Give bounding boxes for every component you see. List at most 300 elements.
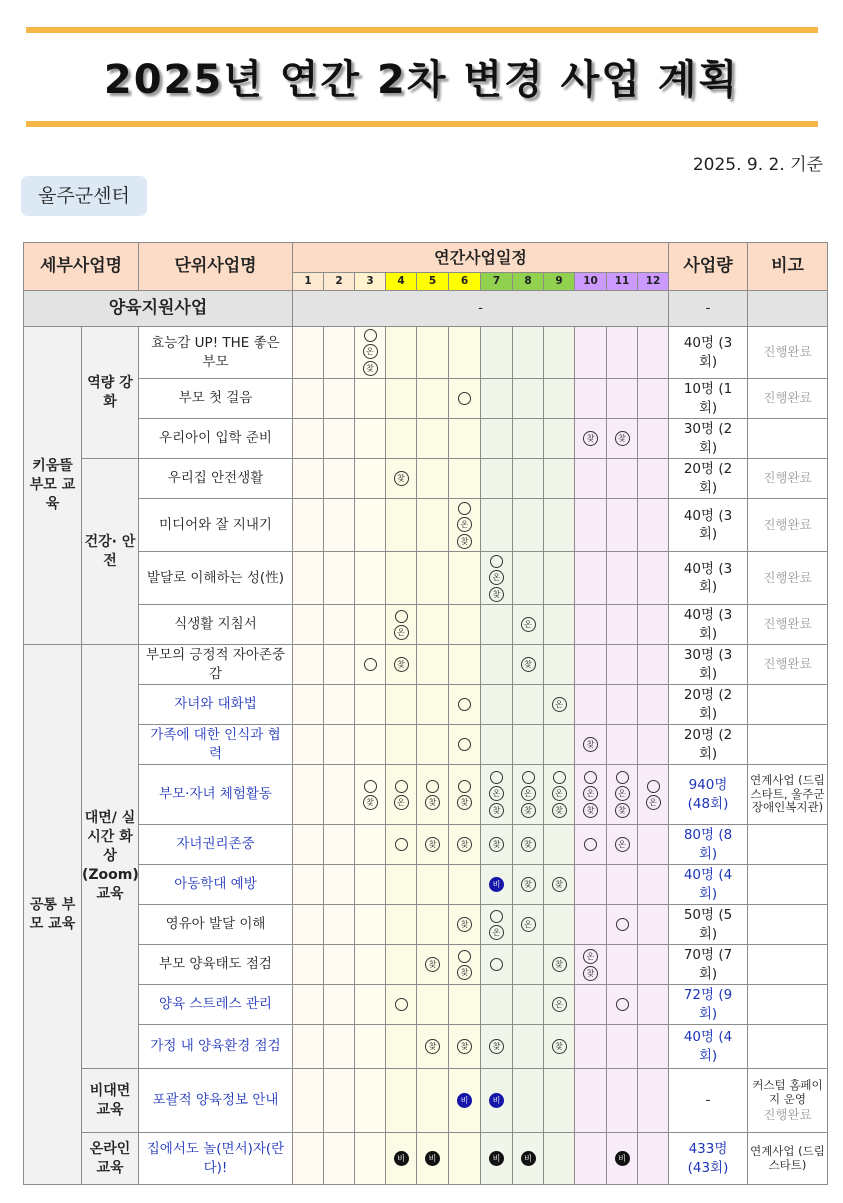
circle-mark-icon [616,998,629,1011]
schedule-cell-month-8 [513,1025,544,1069]
section-name: 양육지원사업 [24,291,293,327]
program-amount: 70명 (7회) [669,945,748,985]
circle-mark-icon [458,392,471,405]
table-row [24,765,828,825]
program-note [748,419,828,459]
schedule-cell-month-3 [355,825,386,865]
circle-mark-icon [395,610,408,623]
chat-mark-icon: 찾 [425,837,440,852]
schedule-cell-month-2 [324,1069,355,1133]
schedule-cell-month-10 [575,765,607,825]
bi-mark-icon: 비 [394,1151,409,1166]
circle-mark-icon [426,780,439,793]
month-header-9: 9 [544,273,575,291]
chat-mark-icon: 찾 [363,795,378,810]
schedule-cell-month-10 [575,459,607,499]
program-note [748,825,828,865]
schedule-cell-month-7 [481,499,513,552]
schedule-cell-month-12 [638,945,669,985]
schedule-cell-month-11 [607,1069,638,1133]
chat-mark-icon: 찾 [457,795,472,810]
unit-program-name: 우리집 안전생활 [139,459,293,499]
schedule-cell-month-12 [638,1133,669,1185]
schedule-cell-month-5 [417,725,449,765]
schedule-cell-month-9 [544,825,575,865]
chat-mark-icon: 찾 [489,587,504,602]
table-row [24,685,828,725]
schedule-cell-month-5 [417,1025,449,1069]
schedule-cell-month-11 [607,905,638,945]
schedule-cell-month-9 [544,865,575,905]
program-amount: 40명 (3회) [669,327,748,379]
schedule-cell-month-4 [386,1069,417,1133]
schedule-cell-month-5 [417,985,449,1025]
circle-mark-icon [458,502,471,515]
chat-mark-icon: 찾 [457,965,472,980]
schedule-marks [417,1038,448,1055]
schedule-marks [386,779,416,811]
schedule-cell-month-10 [575,1069,607,1133]
schedule-cell-month-8 [513,327,544,379]
schedule-cell-month-6 [449,552,481,605]
note-text: 커스텀 홈페이지 운영 [752,1078,823,1106]
unit-program-name: 양육 스트레스 관리 [139,985,293,1025]
schedule-marks [481,1038,512,1055]
schedule-cell-month-12 [638,459,669,499]
schedule-cell-month-3 [355,765,386,825]
schedule-cell-month-3 [355,645,386,685]
schedule-cell-month-1 [293,985,324,1025]
schedule-marks [417,836,448,853]
table-row [24,1025,828,1069]
schedule-marks [449,1092,480,1109]
schedule-cell-month-5 [417,905,449,945]
schedule-cell-month-3 [355,459,386,499]
note-text: 연계사업 (드림스타트, 울주군 장애인복지관) [750,772,825,815]
schedule-cell-month-6 [449,865,481,905]
circle-mark-icon [458,950,471,963]
month-header-1: 1 [293,273,324,291]
unit-program-name: 우리아이 입학 준비 [139,419,293,459]
schedule-cell-month-6 [449,1025,481,1069]
program-note: 진행완료 [748,459,828,499]
schedule-cell-month-3 [355,905,386,945]
schedule-cell-month-5 [417,685,449,725]
schedule-cell-month-3 [355,379,386,419]
table-row [24,605,828,645]
schedule-cell-month-7 [481,605,513,645]
schedule-marks [386,609,416,641]
schedule-cell-month-8 [513,905,544,945]
program-note [748,765,828,825]
schedule-cell-month-6 [449,945,481,985]
schedule-cell-month-8 [513,1133,544,1185]
schedule-cell-month-12 [638,552,669,605]
schedule-cell-month-10 [575,327,607,379]
schedule-marks [575,770,606,819]
schedule-cell-month-8 [513,379,544,419]
schedule-cell-month-4 [386,605,417,645]
schedule-cell-month-4 [386,765,417,825]
circle-mark-icon [364,329,377,342]
schedule-cell-month-6 [449,685,481,725]
bi-mark-icon: 비 [425,1151,440,1166]
schedule-cell-month-5 [417,605,449,645]
schedule-marks [386,1150,416,1167]
program-amount: 72명 (9회) [669,985,748,1025]
schedule-marks [481,1150,512,1167]
month-header-7: 7 [481,273,513,291]
schedule-cell-month-4 [386,499,417,552]
program-note: 진행완료 [748,379,828,419]
header-schedule: 연간사업일정 [293,243,669,273]
schedule-cell-month-11 [607,1133,638,1185]
schedule-marks [638,779,668,811]
schedule-cell-month-6 [449,327,481,379]
schedule-cell-month-11 [607,605,638,645]
schedule-marks [513,770,543,819]
program-amount: 40명 (4회) [669,1025,748,1069]
table-row [24,645,828,685]
chat-mark-icon: 찾 [583,803,598,818]
schedule-cell-month-9 [544,419,575,459]
schedule-cell-month-7 [481,379,513,419]
schedule-cell-month-8 [513,945,544,985]
circle-mark-icon [458,780,471,793]
note-text: 연계사업 (드림스타트) [750,1143,825,1172]
bi-mark-icon: 비 [521,1151,536,1166]
schedule-cell-month-11 [607,825,638,865]
schedule-cell-month-3 [355,685,386,725]
schedule-cell-month-7 [481,685,513,725]
header-note: 비고 [748,243,828,291]
schedule-cell-month-6 [449,459,481,499]
schedule-cell-month-7 [481,1069,513,1133]
unit-program-name: 미디어와 잘 지내기 [139,499,293,552]
schedule-cell-month-3 [355,605,386,645]
chat-mark-icon: 찾 [583,966,598,981]
schedule-marks [607,770,637,819]
schedule-marks [386,997,416,1012]
unit-program-name: 식생활 지침서 [139,605,293,645]
schedule-cell-month-4 [386,865,417,905]
program-note [748,985,828,1025]
circle-mark-icon [458,738,471,751]
program-amount: 10명 (1회) [669,379,748,419]
schedule-cell-month-12 [638,765,669,825]
schedule-cell-month-8 [513,685,544,725]
schedule-cell-month-11 [607,685,638,725]
schedule-cell-month-2 [324,379,355,419]
table-row [24,327,828,379]
schedule-cell-month-12 [638,1069,669,1133]
on-mark-icon: 온 [615,837,630,852]
schedule-cell-month-7 [481,865,513,905]
table-row [24,945,828,985]
on-mark-icon: 온 [583,949,598,964]
schedule-cell-month-4 [386,1133,417,1185]
circle-mark-icon [616,771,629,784]
schedule-cell-month-1 [293,865,324,905]
circle-mark-icon [395,998,408,1011]
schedule-marks [607,917,637,932]
schedule-cell-month-11 [607,552,638,605]
schedule-cell-month-5 [417,459,449,499]
schedule-cell-month-5 [417,552,449,605]
unit-program-name: 집에서도 놀(면서)자(란다)! [139,1133,293,1185]
schedule-marks [544,1038,574,1055]
schedule-cell-month-3 [355,1025,386,1069]
on-mark-icon: 온 [457,517,472,532]
program-amount: 40명 (3회) [669,499,748,552]
schedule-marks [544,770,574,819]
bottom-rule [26,121,818,127]
schedule-cell-month-10 [575,1025,607,1069]
program-note [748,1133,828,1185]
program-note [748,685,828,725]
schedule-marks [575,736,606,753]
schedule-cell-month-3 [355,725,386,765]
schedule-cell-month-12 [638,327,669,379]
month-header-10: 10 [575,273,607,291]
schedule-cell-month-9 [544,327,575,379]
schedule-cell-month-4 [386,725,417,765]
program-amount: 20명 (2회) [669,685,748,725]
schedule-cell-month-11 [607,865,638,905]
schedule-cell-month-9 [544,725,575,765]
chat-mark-icon: 찾 [521,877,536,892]
program-amount: 40명 (3회) [669,552,748,605]
schedule-cell-month-12 [638,645,669,685]
chat-mark-icon: 찾 [583,737,598,752]
table-row [24,905,828,945]
chat-mark-icon: 찾 [457,534,472,549]
schedule-marks [544,956,574,973]
schedule-cell-month-5 [417,1133,449,1185]
program-amount: 50명 (5회) [669,905,748,945]
chat-mark-icon: 찾 [521,837,536,852]
schedule-marks [481,770,512,819]
program-note: 진행완료 [748,499,828,552]
schedule-cell-month-5 [417,645,449,685]
program-note [748,1025,828,1069]
schedule-cell-month-9 [544,945,575,985]
program-amount: - [669,1069,748,1133]
chat-mark-icon: 찾 [552,877,567,892]
schedule-cell-month-11 [607,985,638,1025]
unit-program-name: 자녀권리존중 [139,825,293,865]
schedule-marks [481,909,512,941]
bi-mark-icon: 비 [457,1093,472,1108]
month-header-4: 4 [386,273,417,291]
schedule-cell-month-8 [513,765,544,825]
unit-program-name: 부모 양육태도 점검 [139,945,293,985]
schedule-cell-month-2 [324,985,355,1025]
schedule-cell-month-4 [386,459,417,499]
schedule-cell-month-7 [481,1025,513,1069]
chat-mark-icon: 찾 [583,431,598,446]
circle-mark-icon [364,658,377,671]
on-mark-icon: 온 [394,625,409,640]
table-row [24,1133,828,1185]
unit-program-name: 부모의 긍정적 자아존중감 [139,645,293,685]
schedule-marks [575,837,606,852]
schedule-cell-month-12 [638,685,669,725]
schedule-marks [513,616,543,633]
unit-program-name: 가정 내 양육환경 점검 [139,1025,293,1069]
schedule-cell-month-5 [417,499,449,552]
schedule-cell-month-8 [513,552,544,605]
program-note [748,945,828,985]
schedule-cell-month-9 [544,1133,575,1185]
schedule-cell-month-6 [449,725,481,765]
schedule-cell-month-11 [607,379,638,419]
schedule-cell-month-8 [513,725,544,765]
schedule-cell-month-2 [324,685,355,725]
circle-mark-icon [490,555,503,568]
schedule-cell-month-3 [355,327,386,379]
chat-mark-icon: 찾 [425,795,440,810]
schedule-cell-month-10 [575,379,607,419]
schedule-cell-month-7 [481,945,513,985]
program-note: 진행완료 [748,552,828,605]
program-amount: 30명 (3회) [669,645,748,685]
table-row [24,985,828,1025]
schedule-cell-month-5 [417,945,449,985]
schedule-cell-month-5 [417,419,449,459]
schedule-cell-month-2 [324,825,355,865]
schedule-cell-month-3 [355,1133,386,1185]
schedule-cell-month-7 [481,825,513,865]
schedule-cell-month-11 [607,499,638,552]
unit-program-name: 부모·자녀 체험활동 [139,765,293,825]
schedule-cell-month-12 [638,825,669,865]
schedule-cell-month-11 [607,725,638,765]
schedule-marks [386,470,416,487]
table-row [24,825,828,865]
circle-mark-icon [647,780,660,793]
program-note: 진행완료 [748,327,828,379]
program-amount: 20명 (2회) [669,725,748,765]
schedule-marks [544,996,574,1013]
schedule-marks [607,1150,637,1167]
schedule-cell-month-6 [449,419,481,459]
schedule-cell-month-11 [607,419,638,459]
unit-program-name: 포괄적 양육정보 안내 [139,1069,293,1133]
month-header-2: 2 [324,273,355,291]
schedule-cell-month-1 [293,945,324,985]
schedule-cell-month-1 [293,685,324,725]
schedule-cell-month-10 [575,419,607,459]
schedule-cell-month-9 [544,1025,575,1069]
unit-program-name: 가족에 대한 인식과 협력 [139,725,293,765]
schedule-cell-month-10 [575,645,607,685]
category-kium-parent-edu: 키움뜰 부모 교육 [24,327,82,645]
schedule-cell-month-3 [355,865,386,905]
schedule-cell-month-9 [544,379,575,419]
program-amount: 40명 (3회) [669,605,748,645]
bi-mark-icon: 비 [615,1151,630,1166]
schedule-cell-month-6 [449,765,481,825]
program-note: 진행완료 [748,645,828,685]
chat-mark-icon: 찾 [552,1039,567,1054]
schedule-cell-month-4 [386,327,417,379]
schedule-cell-month-8 [513,1069,544,1133]
chat-mark-icon: 찾 [521,803,536,818]
category-common-parent-edu: 공통 부모 교육 [24,645,82,1185]
schedule-cell-month-12 [638,905,669,945]
schedule-cell-month-5 [417,327,449,379]
schedule-marks [575,430,606,447]
schedule-marks [481,957,512,972]
unit-program-name: 발달로 이해하는 성(性) [139,552,293,605]
schedule-cell-month-7 [481,1133,513,1185]
schedule-cell-month-1 [293,725,324,765]
month-header-12: 12 [638,273,669,291]
month-header-3: 3 [355,273,386,291]
schedule-marks [386,837,416,852]
on-mark-icon: 온 [552,997,567,1012]
schedule-cell-month-2 [324,605,355,645]
schedule-cell-month-10 [575,605,607,645]
schedule-cell-month-6 [449,905,481,945]
schedule-cell-month-5 [417,825,449,865]
program-amount: 20명 (2회) [669,459,748,499]
on-mark-icon: 온 [552,786,567,801]
schedule-cell-month-7 [481,419,513,459]
chat-mark-icon: 찾 [489,837,504,852]
section-note [748,291,828,327]
circle-mark-icon [490,958,503,971]
reference-date: 2025. 9. 2. 기준 [692,155,823,175]
schedule-cell-month-2 [324,1133,355,1185]
schedule-cell-month-3 [355,945,386,985]
schedule-cell-month-2 [324,552,355,605]
on-mark-icon: 온 [552,697,567,712]
page-title: 2025년 연간 2차 변경 사업 계획 [103,57,740,103]
schedule-cell-month-2 [324,725,355,765]
subcategory-face-to-face: 대면/ 실시간 화상 (Zoom) 교육 [82,645,139,1069]
schedule-cell-month-9 [544,1069,575,1133]
subcategory-health-safety: 건강· 안전 [82,459,139,645]
bi-mark-icon: 비 [489,1151,504,1166]
chat-mark-icon: 찾 [394,657,409,672]
unit-program-name: 효능감 UP! THE 좋은 부모 [139,327,293,379]
on-mark-icon: 온 [583,786,598,801]
schedule-cell-month-1 [293,1133,324,1185]
schedule-marks [355,657,385,672]
bi-mark-icon: 비 [489,1093,504,1108]
program-amount: 30명 (2회) [669,419,748,459]
circle-mark-icon [490,771,503,784]
table-row [24,499,828,552]
schedule-cell-month-10 [575,685,607,725]
schedule-cell-month-1 [293,327,324,379]
schedule-marks [513,656,543,673]
program-note [748,865,828,905]
circle-mark-icon [364,780,377,793]
schedule-cell-month-10 [575,905,607,945]
circle-mark-icon [458,698,471,711]
schedule-cell-month-1 [293,605,324,645]
schedule-cell-month-5 [417,1069,449,1133]
schedule-cell-month-2 [324,1025,355,1069]
schedule-marks [449,391,480,406]
schedule-marks [513,836,543,853]
section-amount: - [669,291,748,327]
on-mark-icon: 온 [489,925,504,940]
schedule-cell-month-7 [481,552,513,605]
